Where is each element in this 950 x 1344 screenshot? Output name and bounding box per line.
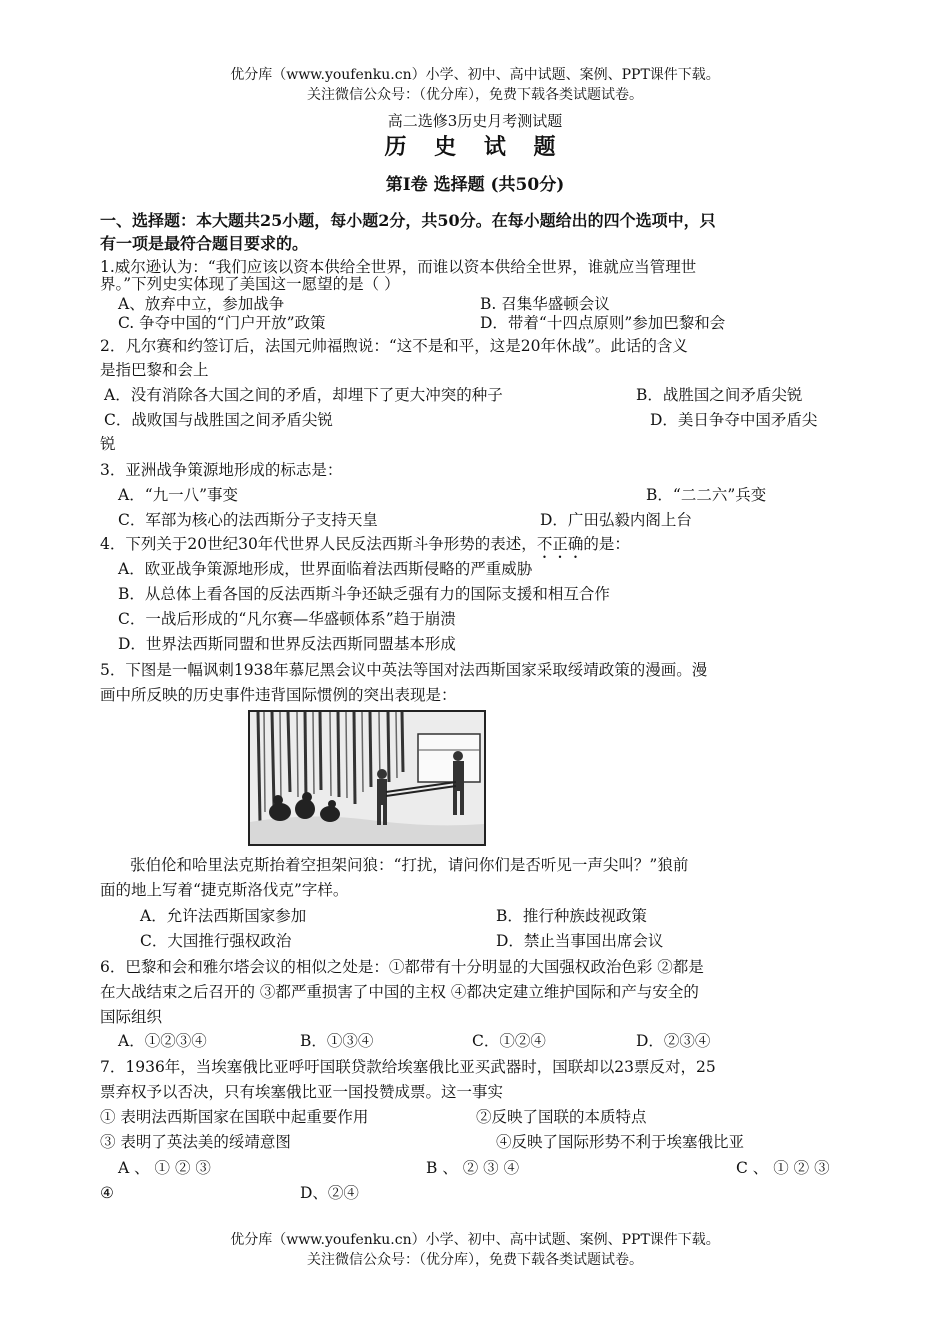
q7-option-c: C 、 ① ② ③ (736, 1159, 830, 1177)
q7-statement-3: ③ 表明了英法美的绥靖意图 (100, 1133, 291, 1151)
q4-option-c: C．一战后形成的“凡尔赛—华盛顿体系”趋于崩溃 (118, 610, 456, 628)
q5-stem-1: 5．下图是一幅讽刺1938年慕尼黑会议中英法等国对法西斯国家采取绥靖政策的漫画。漫 (100, 661, 708, 679)
q2-option-a: A．没有消除各大国之间的矛盾，却埋下了更大冲突的种子 (104, 386, 503, 404)
q3-option-b: B．“二二六”兵变 (646, 486, 767, 504)
munich-cartoon-image (248, 710, 486, 846)
header-line-1: 优分库（www.youfenku.cn）小学、初中、高中试题、案例、PPT课件下载。 (230, 67, 720, 83)
q5-caption-1: 张伯伦和哈里法克斯抬着空担架问狼：“打扰，请问你们是否听见一声尖叫？”狼前 (130, 856, 689, 874)
q6-option-d: D．②③④ (636, 1032, 711, 1050)
footer-line-2: 关注微信公众号：（优分库），免费下载各类试题试卷。 (307, 1252, 643, 1268)
q7-statement-4: ④反映了国际形势不利于埃塞俄比亚 (496, 1133, 745, 1151)
q2-option-b: B．战胜国之间矛盾尖锐 (636, 386, 803, 404)
q7-option-c-wrap: ④ (100, 1184, 114, 1202)
q4-stem-emphasis: 不正确 (536, 535, 584, 553)
q6-option-b: B．①③④ (300, 1032, 374, 1050)
q1-option-a: A、放弃中立，参加战争 (118, 295, 285, 313)
q6-option-c: C．①②④ (472, 1032, 546, 1050)
q3-option-d: D．广田弘毅内阁上台 (540, 511, 692, 529)
q2-stem-1: 2．凡尔赛和约签订后，法国元帅福煦说：“这不是和平，这是20年休战”。此话的含义 (100, 337, 688, 355)
q2-option-d-wrap: 锐 (100, 435, 116, 453)
q1-option-d: D．带着“十四点原则”参加巴黎和会 (480, 314, 726, 332)
q5-option-d: D．禁止当事国出席会议 (496, 932, 664, 950)
q7-option-a: A 、 ① ② ③ (118, 1159, 211, 1177)
q2-option-d: D．美日争夺中国矛盾尖 (650, 411, 818, 429)
q4-option-b: B．从总体上看各国的反法西斯斗争还缺乏强有力的国际支援和相互合作 (118, 585, 610, 603)
q6-stem-2: 在大战结束之后召开的 ③都严重损害了中国的主权 ④都决定建立维护国际和产与安全的 (100, 983, 699, 1001)
instructions-line-1: 一、选择题：本大题共25小题，每小题2分，共50分。在每小题给出的四个选项中，只 (100, 211, 716, 230)
q5-option-b: B．推行种族歧视政策 (496, 907, 647, 925)
q2-option-c: C．战败国与战胜国之间矛盾尖锐 (104, 411, 333, 429)
q7-stem-1: 7．1936年，当埃塞俄比亚呼吁国联贷款给埃塞俄比亚买武器时，国联却以23票反对，25 (100, 1058, 716, 1076)
q1-option-c: C. 争夺中国的“门户开放”政策 (118, 314, 326, 332)
q6-option-a: A．①②③④ (118, 1032, 207, 1050)
instructions-line-2: 有一项是最符合题目要求的。 (100, 234, 309, 253)
q5-caption-2: 面的地上写着“捷克斯洛伐克”字样。 (100, 881, 349, 899)
q5-option-c: C．大国推行强权政治 (140, 932, 292, 950)
q1-stem-1: 1.威尔逊认为：“我们应该以资本供给全世界，而谁以资本供给全世界，谁就应当管理世 (100, 258, 697, 276)
q3-option-a: A．“九一八”事变 (118, 486, 239, 504)
q6-stem-3: 国际组织 (100, 1008, 163, 1026)
q7-statement-2: ②反映了国联的本质特点 (476, 1108, 647, 1126)
footer-line-1: 优分库（www.youfenku.cn）小学、初中、高中试题、案例、PPT课件下载。 (230, 1232, 720, 1248)
q4-option-d: D．世界法西斯同盟和世界反法西斯同盟基本形成 (118, 635, 456, 653)
cartoon-illustration (250, 712, 484, 844)
q3-stem: 3．亚洲战争策源地形成的标志是： (100, 461, 343, 479)
q7-option-b: B 、 ② ③ ④ (426, 1159, 520, 1177)
q4-option-a: A．欧亚战争策源地形成，世界面临着法西斯侵略的严重威胁 (118, 560, 533, 578)
q6-stem-1: 6．巴黎和会和雅尔塔会议的相似之处是：①都带有十分明显的大国强权政治色彩 ②都是 (100, 958, 704, 976)
q4-stem-pre: 4．下列关于20世纪30年代世界人民反法西斯斗争形势的表述， (100, 535, 537, 553)
q1-stem-2: 界。”下列史实体现了美国这一愿望的是（ ） (100, 275, 400, 293)
q3-option-c: C．军部为核心的法西斯分子支持天皇 (118, 511, 378, 529)
exam-subtitle: 高二选修3历史月考测试题 (387, 112, 563, 130)
q7-option-d: D、②④ (300, 1184, 359, 1202)
q7-stem-2: 票弃权予以否决，只有埃塞俄比亚一国投赞成票。这一事实 (100, 1083, 504, 1101)
q5-stem-2: 画中所反映的历史事件违背国际惯例的突出表现是： (100, 686, 457, 704)
q1-option-b: B. 召集华盛顿会议 (480, 295, 610, 313)
q5-option-a: A．允许法西斯国家参加 (140, 907, 307, 925)
q2-stem-2: 是指巴黎和会上 (100, 361, 209, 379)
q7-statement-1: ① 表明法西斯国家在国联中起重要作用 (100, 1108, 369, 1126)
header-line-2: 关注微信公众号：（优分库），免费下载各类试题试卷。 (307, 87, 643, 103)
part-heading: 第I卷 选择题 (共50分) (385, 175, 565, 195)
q4-stem-post: 的是： (583, 535, 630, 553)
exam-title: 历 史 试 题 (384, 134, 566, 160)
